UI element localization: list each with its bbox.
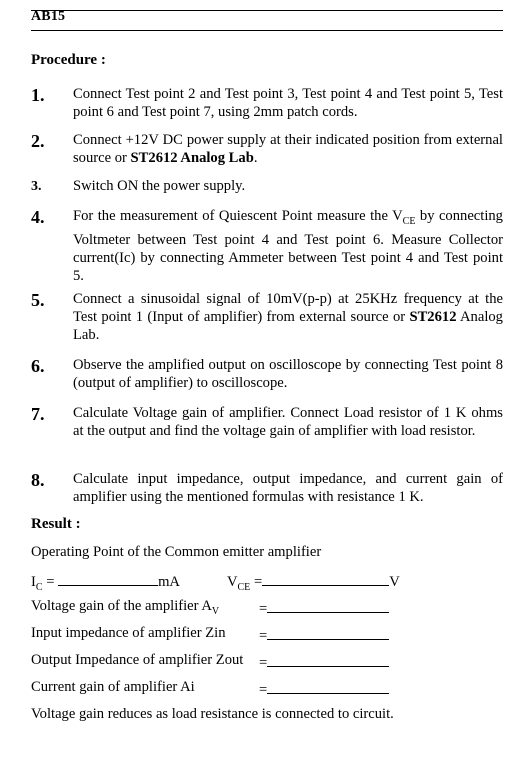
current-gain-equals: =	[259, 679, 389, 699]
procedure-step	[31, 404, 503, 440]
step-text: Calculate input impedance, output impedance, and current gain of amplifier using the mentioned formulas with resistance 1 K.	[73, 471, 503, 505]
step-text: Observe the amplified output on oscilloscope by connecting Test point 8 (output of amplifier) to oscilloscope.	[73, 357, 503, 391]
voltage-gain-line: Voltage gain of the amplifier $A_V$	[31, 598, 220, 617]
ic-blank	[58, 571, 158, 586]
header-rule-top	[31, 10, 503, 11]
step-number: 3.	[31, 179, 42, 194]
step-number: 4.	[31, 207, 45, 227]
input-impedance-equals: =	[259, 625, 389, 645]
step-text: Connect +12V DC power supply at their indicated position from external source or ST2612 Analog Lab.	[73, 132, 503, 166]
step-number: 6.	[31, 356, 45, 376]
procedure-step	[31, 177, 503, 197]
output-impedance-line: Output Impedance of amplifier Zout	[31, 652, 244, 668]
header-rule-bottom	[31, 30, 503, 31]
document-tag: AB15	[31, 9, 66, 24]
operating-point-caption: Operating Point of the Common emitter amplifier	[31, 544, 322, 560]
voltage-gain-blank	[267, 598, 389, 613]
procedure-step	[31, 470, 503, 506]
procedure-step	[31, 131, 503, 167]
output-impedance-equals: =	[259, 652, 389, 672]
result-heading: Result :	[31, 516, 81, 532]
step-number: 8.	[31, 470, 45, 490]
ic-vce-line: $I_C$ = mA $V_{CE} = V$	[31, 571, 400, 593]
input-impedance-line: Input impedance of amplifier Zin	[31, 625, 226, 641]
procedure-step	[31, 85, 503, 121]
vce-blank	[262, 571, 389, 586]
step-text: Connect Test point 2 and Test point 3, Test point 4 and Test point 5, Test point 6 and Test point 7, using 2mm patch cords.	[73, 86, 503, 120]
procedure-step	[31, 207, 503, 285]
current-gain-blank	[267, 679, 389, 694]
step-text: Switch ON the power supply.	[73, 178, 246, 194]
step-number: 1.	[31, 85, 45, 105]
step-number: 7.	[31, 404, 45, 424]
current-gain-line: Current gain of amplifier Ai	[31, 679, 195, 695]
procedure-step	[31, 290, 503, 344]
output-impedance-blank	[267, 652, 389, 667]
step-number: 5.	[31, 290, 45, 310]
input-impedance-blank	[267, 625, 389, 640]
step-text: For the measurement of Quiescent Point measure the $V_{CE}$ by connecting Voltmeter between Test point 4 and Test point 6. Measure Collector current(Ic) by connecting Ammeter between Test point 4 and Test point 5.	[73, 208, 503, 284]
voltage-gain-equals: =	[259, 598, 389, 618]
procedure-heading: Procedure :	[31, 52, 106, 68]
step-number: 2.	[31, 131, 45, 151]
step-text: Calculate Voltage gain of amplifier. Connect Load resistor of 1 K ohms at the output and find the voltage gain of amplifier with load resistor.	[73, 405, 503, 439]
result-note: Voltage gain reduces as load resistance is connected to circuit.	[31, 706, 394, 722]
step-text: Connect a sinusoidal signal of 10mV(p-p) at 25KHz frequency at the Test point 1 (Input of amplifier) from external source or ST2612 Analog Lab.	[73, 291, 503, 343]
procedure-step	[31, 356, 503, 392]
